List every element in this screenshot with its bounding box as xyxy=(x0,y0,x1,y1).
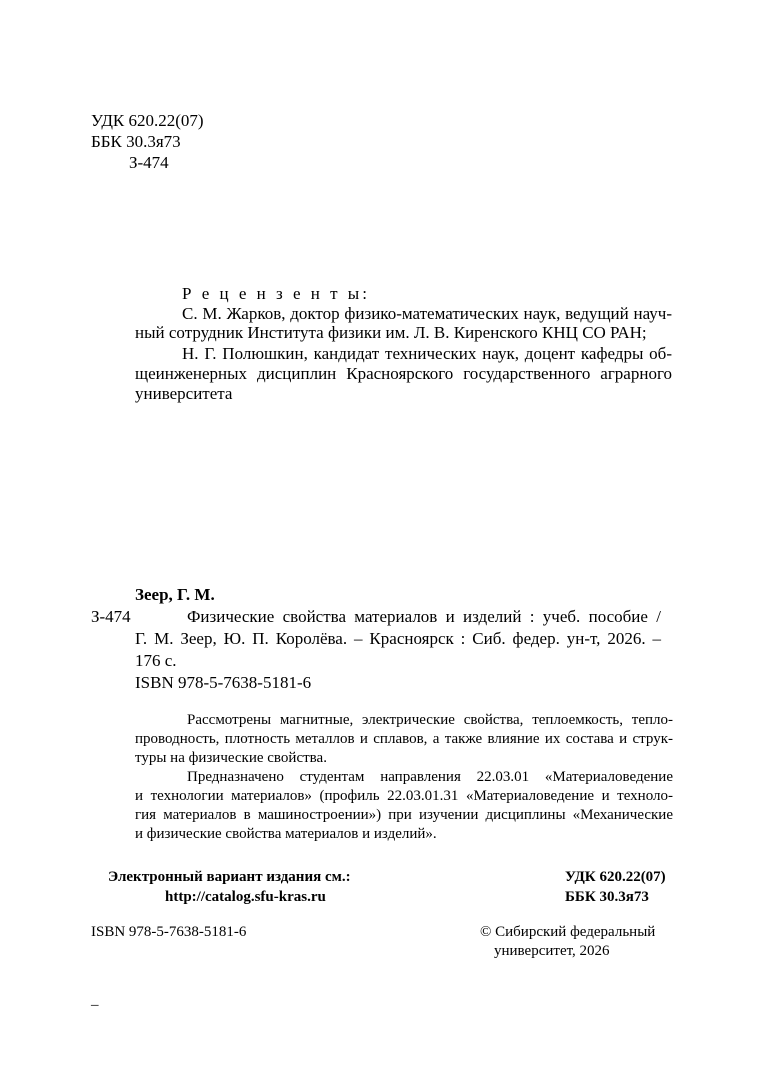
reviewer-2-line-2: щеинженерных дисциплин Красноярского государственного аграрного xyxy=(135,364,672,383)
reviewer-1-line-1: С. М. Жарков, доктор физико-математических наук, ведущий науч- xyxy=(182,304,672,323)
footer-bbk-code: ББК 30.3я73 xyxy=(565,889,649,905)
reviewer-1-line-2: ный сотрудник Института физики им. Л. В. Киренского КНЦ СО РАН; xyxy=(135,323,647,342)
abstract-p1-line-1: Рассмотрены магнитные, электрические свойства, теплоемкость, тепло- xyxy=(187,712,673,728)
abstract-p2-line-1: Предназначено студентам направления 22.03.01 «Материаловедение xyxy=(187,769,673,785)
reviewers-heading: Р е ц е н з е н т ы: xyxy=(182,284,370,303)
page-marker: – xyxy=(91,997,99,1013)
abstract-p2-line-4: и физические свойства материалов и изделий». xyxy=(135,826,437,842)
electronic-version-label: Электронный вариант издания см.: xyxy=(108,869,351,885)
footer-udk-code: УДК 620.22(07) xyxy=(565,869,666,885)
reviewer-2-line-1: Н. Г. Полюшкин, кандидат технических наук, доцент кафедры об- xyxy=(182,344,672,363)
bbk-code: ББК 30.3я73 xyxy=(91,132,181,151)
author-mark: З-474 xyxy=(129,153,169,172)
bibliography-pages: 176 с. xyxy=(135,651,177,670)
footer-isbn: ISBN 978-5-7638-5181-6 xyxy=(91,924,247,940)
bibliography-mark: З-474 xyxy=(91,607,131,626)
abstract-p2-line-3: гия материалов в машиностроении») при изучении дисциплины «Механические xyxy=(135,807,673,823)
bibliography-line-1: Физические свойства материалов и изделий : учеб. пособие / xyxy=(187,607,661,626)
bibliography-line-2: Г. М. Зеер, Ю. П. Королёва. – Красноярск : Сиб. федер. ун-т, 2026. – xyxy=(135,629,661,648)
abstract-p1-line-3: туры на физические свойства. xyxy=(135,750,327,766)
reviewer-2-line-3: университета xyxy=(135,384,233,403)
abstract-p1-line-2: проводность, плотность металлов и сплавов, а также влияние их состава и струк- xyxy=(135,731,673,747)
copyright-line-2: университет, 2026 xyxy=(494,943,610,959)
bibliography-isbn: ISBN 978-5-7638-5181-6 xyxy=(135,673,312,692)
udk-code: УДК 620.22(07) xyxy=(91,111,204,130)
bibliography-author: Зеер, Г. М. xyxy=(135,585,215,604)
catalog-link[interactable]: http://catalog.sfu-kras.ru xyxy=(165,889,326,905)
copyright-line-1: © Сибирский федеральный xyxy=(480,924,656,940)
abstract-p2-line-2: и технологии материалов» (профиль 22.03.01.31 «Материаловедение и техноло- xyxy=(135,788,673,804)
